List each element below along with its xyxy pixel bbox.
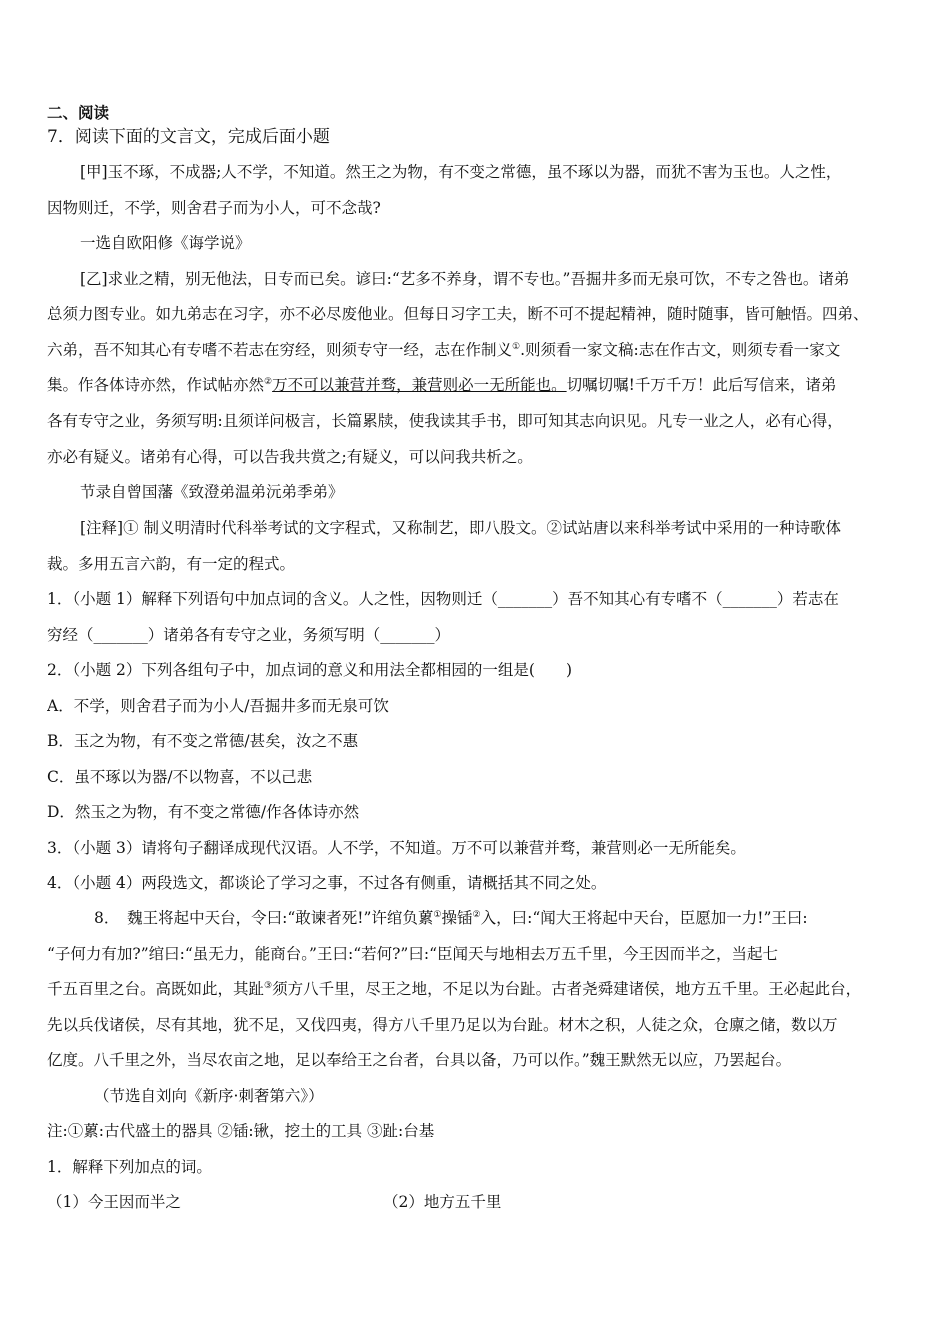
question-8-source: （节选自刘向《新序·刺奢第六》） xyxy=(94,1087,324,1105)
subquestion-1-line-1: 1．（小题 1）解释下列语句中加点词的含义。人之性，因物则迁（_______）吾不知其心有专嗜不（_______）若志在 xyxy=(47,590,839,608)
q8-line-3-part-b: 须方八千里，尽王之地，不足以为台趾。古者尧舜建诸侯，地方五千里。王必起此台， xyxy=(272,980,862,998)
yi-line-3-part-a: 六弟，吾不知其心有专嗜不若志在穷经，则须专守一经，志在作制义 xyxy=(47,341,513,359)
option-d: D．然玉之为物，有不变之常德/作各体诗亦然 xyxy=(47,803,360,821)
footnote-1-marker: ① xyxy=(512,341,521,352)
q8-footnote-3-marker: ③ xyxy=(264,980,273,991)
passage-yi-line-3 xyxy=(47,340,907,360)
question-8-line-4: 先以兵伐诸侯，尽有其地，犹不足，又伐四夷，得方八千里乃足以为台趾。材木之积，人徒之众，仓廪之储，数以万 xyxy=(47,1016,838,1034)
option-b: B．玉之为物，有不变之常德/甚矣，汝之不惠 xyxy=(47,732,359,750)
q8-item-2: （2）地方五千里 xyxy=(383,1193,502,1211)
q8-item-1: （1）今王因而半之 xyxy=(47,1193,181,1211)
q8-line-1-part-b: 操锸 xyxy=(441,909,473,927)
question-7-title: 7．阅读下面的文言文，完成后面小题 xyxy=(47,127,330,147)
underlined-sentence: 万不可以兼营并骛，兼营则必一无所能也。 xyxy=(272,376,567,394)
annotation-line-2: 裁。多用五言六韵，有一定的程式。 xyxy=(47,555,296,573)
passage-jia-line-2: 因物则迁，不学，则舍君子而为小人，可不念哉? xyxy=(47,199,381,217)
passage-jia-source: 一选自欧阳修《诲学说》 xyxy=(80,234,251,252)
question-8-line-5: 亿度。八千里之外，当尽农亩之地，足以奉给王之台者，台具以备，乃可以作。”魏王默然无以应，乃罢起台。 xyxy=(47,1051,792,1069)
question-8-line-2: “子何力有加?”绾曰:“虽无力，能商台。”王曰:“若何?”曰:“臣闻天与地相去万五千里，今王因而半之，当起七 xyxy=(47,945,779,963)
passage-yi-line-2: 总须力图专业。如九弟志在习字，亦不必尽废他业。但每日习字工夫，断不可不提起精神，随时随事，皆可触悟。四弟、 xyxy=(47,305,869,323)
passage-yi-line-6: 亦必有疑义。诸弟有心得，可以告我共赏之;有疑义，可以问我共析之。 xyxy=(47,448,533,466)
question-8-notes: 注:①蔂:古代盛土的器具 ②锸:锹，挖土的工具 ③趾:台基 xyxy=(47,1122,435,1140)
subquestion-2: 2．（小题 2）下列各组句子中，加点词的意义和用法全都相园的一组是( ) xyxy=(47,661,572,679)
question-8-line-1 xyxy=(94,908,950,928)
question-8-line-3 xyxy=(47,979,907,999)
q8-line-3-part-a: 千五百里之台。高既如此，其趾 xyxy=(47,980,265,998)
yi-line-4-part-c: 切嘱切嘱!千万千万！此后写信来，诸弟 xyxy=(566,376,837,394)
q8-footnote-1-marker: ① xyxy=(433,909,442,920)
question-8-subquestion-1: 1．解释下列加点的词。 xyxy=(47,1158,212,1176)
option-c: C．虽不琢以为器/不以物喜，不以己悲 xyxy=(47,768,313,786)
yi-line-4-part-a: 集。作各体诗亦然，作试帖亦然 xyxy=(47,376,265,394)
subquestion-3: 3．（小题 3）请将句子翻译成现代汉语。人不学，不知道。万不可以兼营并骛，兼营则必一无所能矣。 xyxy=(47,839,746,857)
section-heading: 二、阅读 xyxy=(47,103,110,122)
q8-line-1-part-a: 8． 魏王将起中天台，令曰:“敢谏者死!”许绾负蔂 xyxy=(94,909,434,927)
passage-yi-line-5: 各有专守之业，务须写明:且须详问极言，长篇累牍，使我读其手书，即可知其志向识见。凡专一业之人，必有心得， xyxy=(47,412,843,430)
option-a: A．不学，则舍君子而为小人/吾掘井多而无泉可饮 xyxy=(47,697,389,715)
subquestion-1-line-2: 穷经（_______）诸弟各有专守之业，务须写明（_______） xyxy=(47,626,451,644)
annotation-line-1: [注释]① 制义明清时代科举考试的文字程式，又称制艺，即八股文。②试站唐以来科举考试中采用的一种诗歌体 xyxy=(80,519,842,537)
yi-line-3-part-b: .则须看一家文稿:志在作古文，则须专看一家文 xyxy=(520,341,841,359)
footnote-2-marker: ② xyxy=(264,376,273,387)
passage-yi-source: 节录自曾国藩《致澄弟温弟沅弟季弟》 xyxy=(80,483,344,501)
q8-line-1-part-c: 入，曰:“闻大王将起中天台，臣愿加一力!”王曰: xyxy=(480,909,808,927)
passage-yi-line-4 xyxy=(47,375,907,395)
subquestion-4: 4．（小题 4）两段选文，都谈论了学习之事，不过各有侧重，请概括其不同之处。 xyxy=(47,874,607,892)
q8-footnote-2-marker: ② xyxy=(472,909,481,920)
passage-jia-line-1: [甲]玉不琢，不成器;人不学，不知道。然王之为物，有不变之常德，虽不琢以为器，而犹不害为玉也。人之性， xyxy=(80,163,842,181)
passage-yi-line-1: [乙]求业之精，别无他法，日专而已矣。谚曰:“艺多不养身，谓不专也。”吾掘井多而无泉可饮，不专之咎也。诸弟 xyxy=(80,270,850,288)
